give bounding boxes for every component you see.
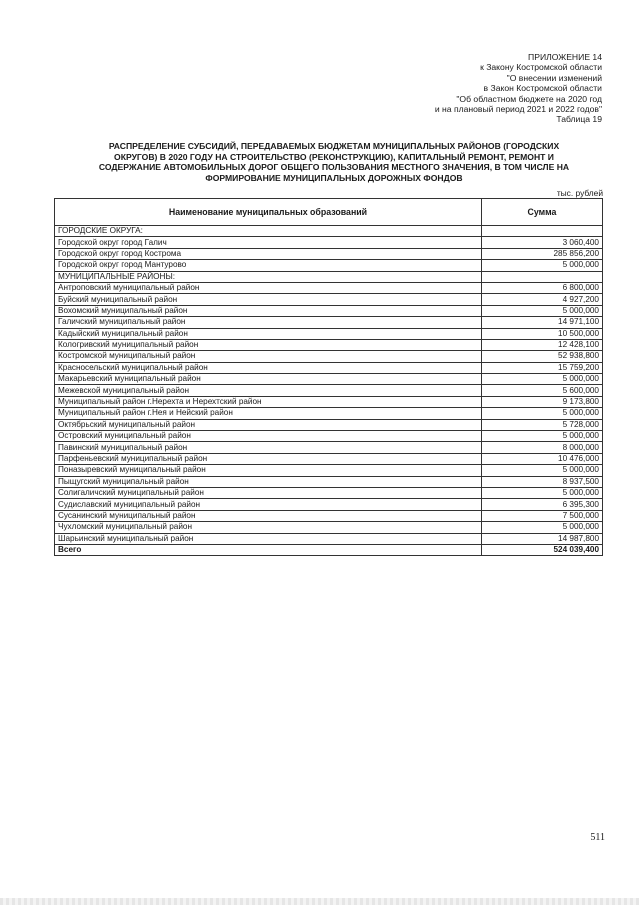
cell-sum: 10 500,000 bbox=[482, 328, 603, 339]
cell-sum: 14 987,800 bbox=[482, 533, 603, 544]
cell-sum bbox=[482, 271, 603, 282]
cell-sum: 9 173,800 bbox=[482, 396, 603, 407]
appendix-line: ПРИЛОЖЕНИЕ 14 bbox=[528, 52, 602, 62]
cell-sum: 7 500,000 bbox=[482, 510, 603, 521]
cell-name: Поназыревский муниципальный район bbox=[55, 465, 482, 476]
subsidy-table bbox=[54, 198, 603, 556]
title-line: СОДЕРЖАНИЕ АВТОМОБИЛЬНЫХ ДОРОГ ОБЩЕГО ПОЛЬЗОВАНИЯ МЕСТНОГО ЗНАЧЕНИЯ, В ТОМ ЧИСЛЕ НА bbox=[98, 162, 570, 173]
table-row bbox=[55, 351, 603, 362]
cell-name: Макарьевский муниципальный район bbox=[55, 374, 482, 385]
cell-name: Антроповский муниципальный район bbox=[55, 282, 482, 293]
appendix-line: "Об областном бюджете на 2020 год bbox=[456, 93, 602, 104]
cell-sum: 3 060,400 bbox=[482, 237, 603, 248]
cell-sum: 5 600,000 bbox=[482, 385, 603, 396]
table-row bbox=[55, 305, 603, 316]
cell-sum: 5 000,000 bbox=[482, 305, 603, 316]
cell-name: Кологривский муниципальный район bbox=[55, 339, 482, 350]
table-row bbox=[55, 396, 603, 407]
table-row bbox=[55, 374, 603, 385]
cell-sum: 12 428,100 bbox=[482, 339, 603, 350]
table-row bbox=[55, 317, 603, 328]
cell-sum: 15 759,200 bbox=[482, 362, 603, 373]
table-row bbox=[55, 385, 603, 396]
cell-name: Всего bbox=[55, 544, 482, 555]
table-row bbox=[55, 465, 603, 476]
table-row bbox=[55, 533, 603, 544]
cell-sum: 285 856,200 bbox=[482, 248, 603, 259]
cell-sum: 5 000,000 bbox=[482, 374, 603, 385]
table-row bbox=[55, 431, 603, 442]
cell-name: Октябрьский муниципальный район bbox=[55, 419, 482, 430]
table-row bbox=[55, 499, 603, 510]
cell-sum: 8 937,500 bbox=[482, 476, 603, 487]
table-row bbox=[55, 282, 603, 293]
cell-name: Парфеньевский муниципальный район bbox=[55, 453, 482, 464]
cell-name: МУНИЦИПАЛЬНЫЕ РАЙОНЫ: bbox=[55, 271, 482, 282]
cell-sum: 5 000,000 bbox=[482, 522, 603, 533]
table-row bbox=[55, 487, 603, 498]
table-row bbox=[55, 237, 603, 248]
table-row bbox=[55, 328, 603, 339]
cell-name: Красносельский муниципальный район bbox=[55, 362, 482, 373]
cell-name: Шарьинский муниципальный район bbox=[55, 533, 482, 544]
appendix-header bbox=[435, 52, 602, 125]
appendix-line: и на плановый период 2021 и 2022 годов" bbox=[434, 104, 602, 115]
cell-sum: 10 476,000 bbox=[482, 453, 603, 464]
cell-sum: 524 039,400 bbox=[482, 544, 603, 555]
cell-name: Муниципальный район г.Нея и Нейский район bbox=[55, 408, 482, 419]
cell-name: Кадыйский муниципальный район bbox=[55, 328, 482, 339]
table-row bbox=[55, 476, 603, 487]
cell-name: Костромской муниципальный район bbox=[55, 351, 482, 362]
cell-name: Вохомский муниципальный район bbox=[55, 305, 482, 316]
page-number: 511 bbox=[590, 832, 605, 843]
table-row bbox=[55, 453, 603, 464]
table-row bbox=[55, 339, 603, 350]
cell-sum: 4 927,200 bbox=[482, 294, 603, 305]
cell-name: Буйский муниципальный район bbox=[55, 294, 482, 305]
cell-name: Городской округ город Галич bbox=[55, 237, 482, 248]
table-row bbox=[55, 248, 603, 259]
table-header-row bbox=[55, 199, 603, 226]
cell-name: Павинский муниципальный район bbox=[55, 442, 482, 453]
header-name: Наименование муниципальных образований bbox=[55, 199, 482, 226]
table-row bbox=[55, 362, 603, 373]
cell-name: Чухломский муниципальный район bbox=[55, 522, 482, 533]
title-line: ФОРМИРОВАНИЕ МУНИЦИПАЛЬНЫХ ДОРОЖНЫХ ФОНДОВ bbox=[205, 172, 463, 183]
table-total-row bbox=[55, 544, 603, 555]
cell-name: Муниципальный район г.Нерехта и Нерехтский район bbox=[55, 396, 482, 407]
cell-name: Галичский муниципальный район bbox=[55, 317, 482, 328]
cell-sum: 5 000,000 bbox=[482, 465, 603, 476]
cell-sum: 6 800,000 bbox=[482, 282, 603, 293]
title-line: РАСПРЕДЕЛЕНИЕ СУБСИДИЙ, ПЕРЕДАВАЕМЫХ БЮДЖЕТАМ МУНИЦИПАЛЬНЫХ РАЙОНОВ (ГОРОДСКИХ bbox=[108, 141, 560, 151]
table-section-row bbox=[55, 226, 603, 237]
appendix-line: "О внесении изменений bbox=[506, 72, 602, 83]
table-row bbox=[55, 510, 603, 521]
table-row bbox=[55, 408, 603, 419]
header-sum: Сумма bbox=[482, 199, 603, 226]
cell-sum: 5 000,000 bbox=[482, 431, 603, 442]
scan-edge bbox=[0, 898, 639, 905]
table-row bbox=[55, 294, 603, 305]
cell-name: Островский муниципальный район bbox=[55, 431, 482, 442]
cell-name: ГОРОДСКИЕ ОКРУГА: bbox=[55, 226, 482, 237]
table-section-row bbox=[55, 271, 603, 282]
cell-name: Солигаличский муниципальный район bbox=[55, 487, 482, 498]
units-label: тыс. рублей bbox=[556, 188, 603, 198]
cell-sum: 52 938,800 bbox=[482, 351, 603, 362]
appendix-line: Таблица 19 bbox=[556, 114, 602, 125]
cell-sum: 8 000,000 bbox=[482, 442, 603, 453]
appendix-line: в Закон Костромской области bbox=[483, 83, 602, 94]
cell-name: Пыщугский муниципальный район bbox=[55, 476, 482, 487]
cell-name: Сусанинский муниципальный район bbox=[55, 510, 482, 521]
cell-sum: 5 000,000 bbox=[482, 487, 603, 498]
cell-sum: 14 971,100 bbox=[482, 317, 603, 328]
cell-sum: 5 728,000 bbox=[482, 419, 603, 430]
table-row bbox=[55, 522, 603, 533]
cell-name: Межевской муниципальный район bbox=[55, 385, 482, 396]
appendix-line: к Закону Костромской области bbox=[480, 62, 602, 73]
table-row bbox=[55, 260, 603, 271]
document-title bbox=[54, 141, 614, 183]
title-line: ОКРУГОВ) В 2020 ГОДУ НА СТРОИТЕЛЬСТВО (РЕКОНСТРУКЦИЮ), КАПИТАЛЬНЫЙ РЕМОНТ, РЕМОНТ И bbox=[114, 151, 554, 162]
table-row bbox=[55, 419, 603, 430]
cell-name: Городской округ город Кострома bbox=[55, 248, 482, 259]
cell-name: Судиславский муниципальный район bbox=[55, 499, 482, 510]
cell-sum bbox=[482, 226, 603, 237]
cell-sum: 5 000,000 bbox=[482, 260, 603, 271]
cell-sum: 6 395,300 bbox=[482, 499, 603, 510]
table-row bbox=[55, 442, 603, 453]
cell-sum: 5 000,000 bbox=[482, 408, 603, 419]
cell-name: Городской округ город Мантурово bbox=[55, 260, 482, 271]
